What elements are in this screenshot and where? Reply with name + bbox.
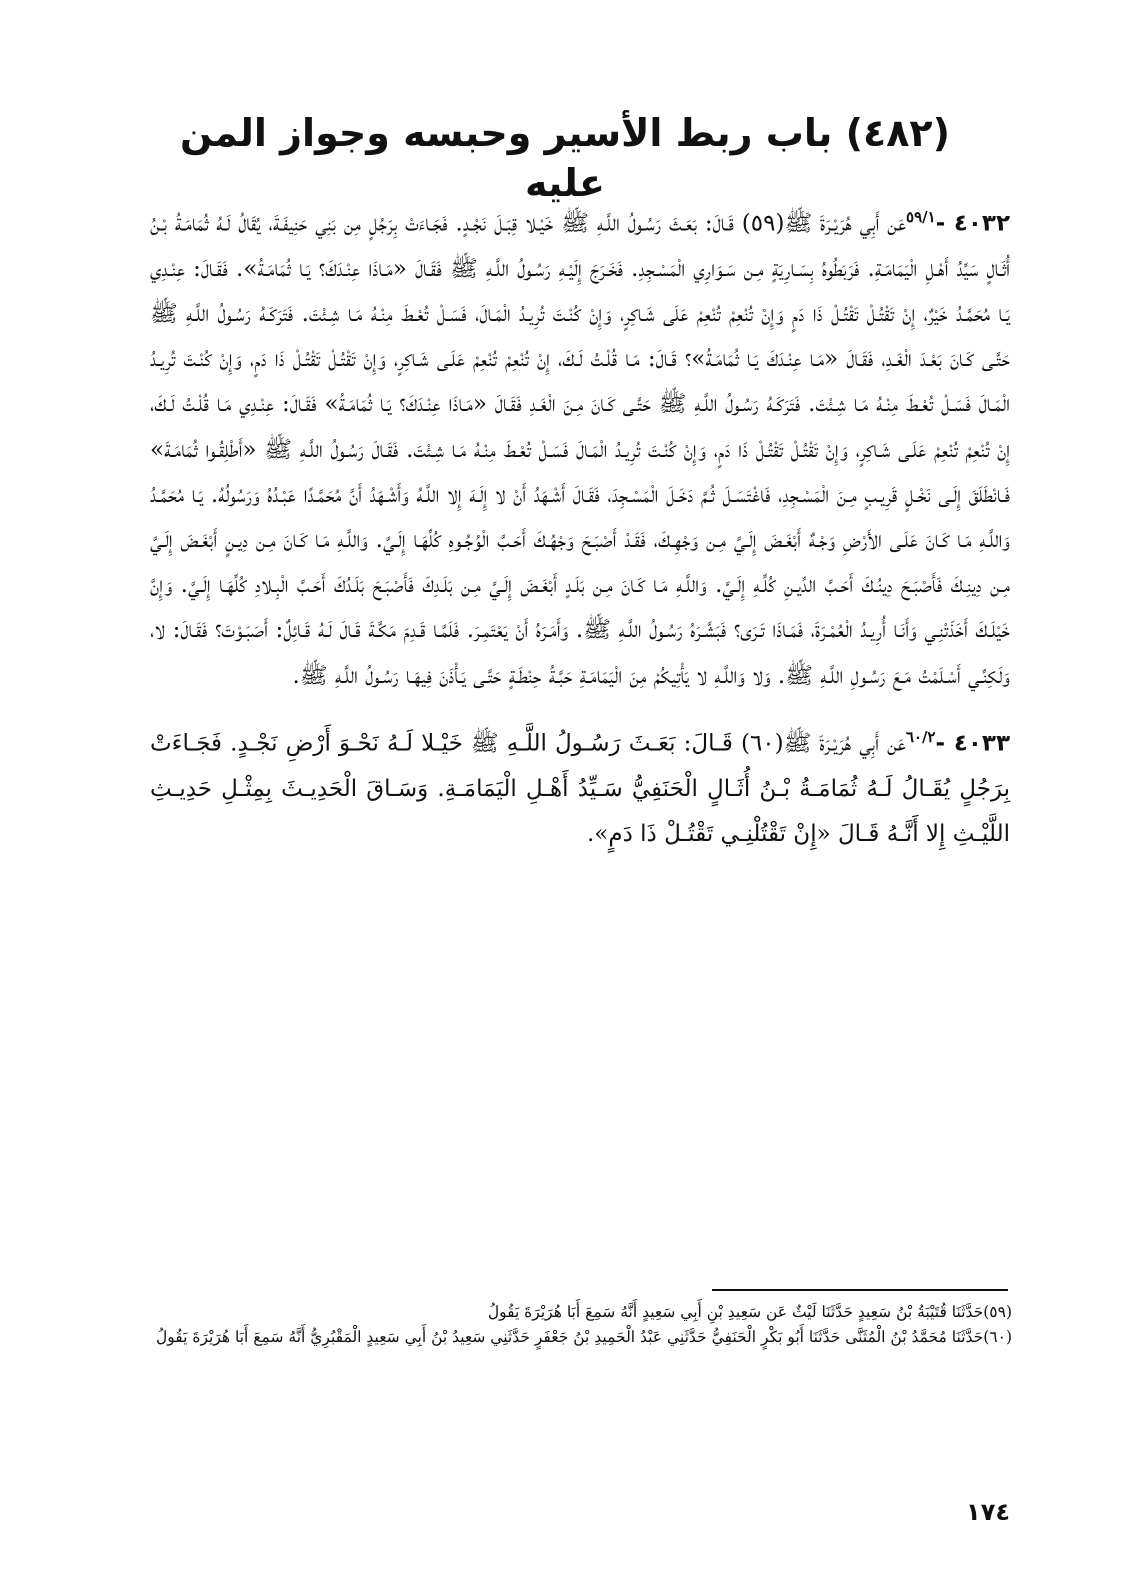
hadith-body	[150, 195, 1010, 857]
hadith-text: عَن أَبِي هُرَيْـرَةَ ﷺ(٦٠) قَـالَ: بَعَـثَ رَسُـولُ اللَّـهِ ﷺ خَيْـلا لَـهُ نَحْـوَ أَرْضِ نَجْـدٍ. فَجَـاءَتْ بِرَجُلٍ يُقَـالُ لَـهُ ثُمَامَـةُ بْـنُ أُثَـالٍ الْحَنَفِيُّ سَـيِّدُ أَهْـلِ الْيَمَامَـةِ. وَسَـاقَ الْحَدِيـثَ بِمِثْـلِ حَدِيـثِ اللَّيْـثِ إِلا أَنَّـهُ قَـالَ «إِنْ تَقْتُلْنِـي تَقْتُـلْ ذَا دَمٍ».	[150, 730, 1010, 847]
chapter-title: (٤٨٢) باب ربط الأسير وحبسه وجواز المن عليه	[179, 111, 951, 205]
hadith-sub-number: ٦٠/٢	[905, 727, 936, 746]
hadith-number: ٤٠٣٢ -	[935, 210, 1010, 237]
hadith-4033	[150, 715, 1010, 857]
footnote-59: (٥٩)حَدَّثَنَا قُتَيْبَةُ بْنُ سَعِيدٍ حَدَّثَنَا لَيْثٌ عَن سَعِيدِ بْنِ أَبِي سَعِيدٍ أَنَّهُ سَمِعَ أَبَا هُرَيْرَةَ يَقُولُ	[487, 1303, 1012, 1321]
hadith-4032	[150, 195, 1010, 699]
hadith-text: عَن أَبِي هُرَيْـرَةَ ﷺ(٥٩) قَـالَ: بَعَـثَ رَسُـولُ اللَّـهِ ﷺ خَيْـلا قِبَـلَ نَجْـدٍ. فَجَـاءَتْ بِرَجُلٍ مِن بَنِي حَنِيفَـةَ، يُقَالُ لَـهُ ثُمَامَـةُ بْـنُ أُثَـالٍ سَيِّدُ أَهْـلِ الْيَمَامَـةِ. فَرَبَطُوهُ بِسَـارِيَةٍ مِـن سَـوَارِي الْمَسْـجِدِ. فَخَـرَجَ إِلَيْـهِ رَسُـولُ اللَّـهِ ﷺ فَقَـالَ «مَـاذَا عِنْـدَكَ؟ يَـا ثُمَامَـةُ». فَقَـالَ: عِنْـدِي يَـا مُحَمَّـدُ خَيْرٌ، إِنْ تَقْتُـلْ تَقْتُـلْ ذَا دَمٍ وَإِنْ تُنْعِمْ تُنْعِمْ عَلَى شَـاكِرٍ، وَإِنْ كُنْـتَ تُرِيـدُ الْمَـالَ، فَسَـلْ تُعْـطَ مِنْـهُ مَـا شِـئْتَ. فَتَرَكَـهُ رَسُـولُ اللَّـهِ ﷺ حَتَّـى كَـانَ بَعْـدَ الْغَـدِ، فَقَـالَ «مَـا عِنْـدَكَ يَـا ثُمَامَـةُ»؟ قَـالَ: مَـا قُلْـتُ لَـكَ، إِنْ تُنْعِمْ تُنْعِمْ عَلَـى شَـاكِرٍ، وَإِنْ تَقْتُـلْ تَقْتُـلْ ذَا دَمٍ، وَإِنْ كُنْـتَ تُرِيـدُ الْمَـالَ فَسَـلْ تُعْـطَ مِنْـهُ مَـا شِـئْتَ. فَتَرَكَـهُ رَسُـولُ اللَّـهِ ﷺ حَتَّـى كَـانَ مِـنَ الْغَـدِ فَقَـالَ «مَـاذَا عِنْـدَكَ؟ يَـا ثُمَامَـةُ» فَقَـالَ: عِنْـدِي مَـا قُلْـتُ لَـكَ، إِنْ تُنْعِمْ تُنْعِمْ عَلَـى شَـاكِرٍ، وَإِنْ تَقْتُـلْ تَقْتُـلْ ذَا دَمٍ، وَإِنْ كُنْـتَ تُرِيـدُ الْمَـالَ فَسَـلْ تُعْـطَ مِنْـهُ مَـا شِـئْتَ. فَقَـالَ رَسُـولُ اللَّـهِ ﷺ «أَطْلِقُـوا ثُمَامَـةَ» فَـانْطَلَقَ إِلَـى نَخْـلٍ قَرِيـبٍ مِـنَ الْمَسْـجِدِ، فَاغْتَسَـلَ ثُـمَّ دَخَـلَ الْمَسْـجِدَ، فَقَـالَ أَشْـهَدُ أَنْ لا إِلَـهَ إِلا اللَّـهُ وَأَشْـهَدُ أَنَّ مُحَمَّـدًا عَبْـدُهُ وَرَسُولُهُ. يَـا مُحَمَّـدُ وَاللَّـهِ مَـا كَـانَ عَلَـى الأَرْضِ وَجْـهٌ أَبْغَـضَ إِلَـيَّ مِـن وَجْهِـكَ، فَقَـدْ أَصْبَـحَ وَجْهُـكَ أَحَـبَّ الْوُجُـوهِ كُلِّهَـا إِلَـيَّ. وَاللَّـهِ مَـا كَـانَ مِـن دِيـنٍ أَبْغَـضَ إِلَـيَّ مِـن دِينِـكَ فَأَصْبَـحَ دِينُـكَ أَحَـبَّ الدِّيـنِ كُلِّـهِ إِلَـيَّ. وَاللَّـهِ مَـا كَـانَ مِـن بَلَـدٍ أَبْغَـضَ إِلَـيَّ مِـن بَلَـدِكَ فَأَصْبَـحَ بَلَـدُكَ أَحَـبَّ الْبِـلادِ كُلِّهَـا إِلَـيَّ. وَإِنَّ خَيْلَـكَ أَخَذَتْنِـي وَأَنَـا أُرِيـدُ الْعُمْـرَةَ، فَمَـاذَا تَـرَى؟ فَبَشَّـرَهُ رَسُـولُ اللَّـهِ ﷺ. وَأَمَـرَهُ أَنْ يَعْتَمِـرَ. فَلَمَّـا قَـدِمَ مَكَّـةَ قَـالَ لَـهُ قَـائِلٌ: أَصَبَـوْتَ؟ فَقَـالَ: لا، وَلَكِنِّـي أَسْـلَمْتُ مَـعَ رَسُـولِ اللَّـهِ ﷺ. وَلا وَاللَّـهِ لا يَأْتِيكُمْ مِنَ الْيَمَامَـةِ حَبَّـةُ حِنْطَـةٍ حَتَّـى يَـأْذَنَ فِيهَـا رَسُـولُ اللَّـهِ ﷺ.	[150, 210, 1010, 689]
footnote-divider	[712, 1289, 1008, 1291]
hadith-number: ٤٠٣٣ -	[935, 730, 1010, 757]
footnotes	[150, 1300, 1012, 1350]
hadith-sub-number: ٥٩/١	[906, 208, 936, 226]
page-number: ١٧٤	[966, 1498, 1010, 1526]
footnote-60: (٦٠)حَدَّثَنَا مُحَمَّدُ بْنُ الْمُثَنَّى حَدَّثَنَا أَبُو بَكْرٍ الْحَنَفِيُّ حَدَّثَنِي عَبْدُ الْحَمِيدِ بْنُ جَعْفَرٍ حَدَّثَنِي سَعِيدُ بْنُ أَبِي سَعِيدٍ الْمَقْبُرِيُّ أَنَّهُ سَمِعَ أَبَا هُرَيْرَةَ يَقُولُ	[156, 1328, 1012, 1346]
